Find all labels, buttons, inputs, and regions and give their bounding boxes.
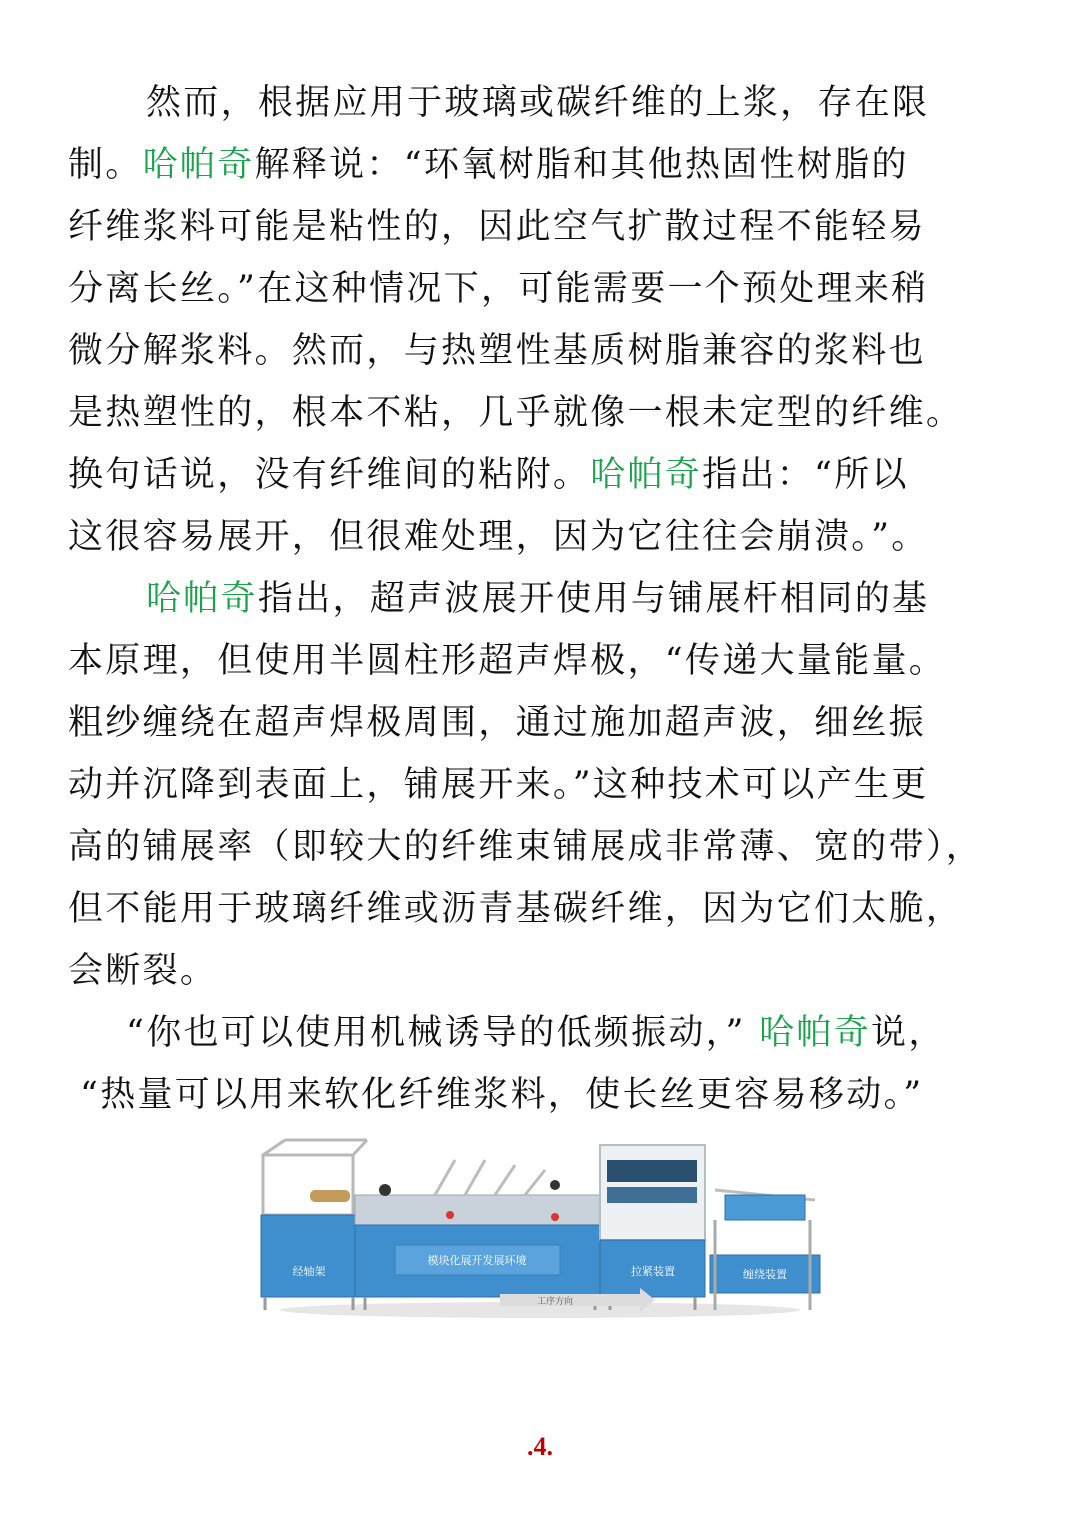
text-line [68,692,1018,754]
article-body [68,72,1018,1126]
text-segment: 但不能用于玻璃纤维或沥青基碳纤维，因为它们太脆， [68,889,964,929]
text-line [68,568,1018,630]
text-line [68,878,1018,940]
text-line [68,630,1018,692]
winding-unit [710,1190,820,1310]
text-segment: 高的铺展率（即较大的纤维束铺展成非常薄、宽的带）， [68,827,984,867]
equipment-figure [255,1135,825,1320]
text-line [68,1064,1018,1126]
tension-unit-label: 拉紧装置 [631,1265,675,1278]
text-line [68,196,1018,258]
text-segment: 指出：“所以 [702,455,909,495]
text-segment: 说， [871,1013,946,1053]
text-line [68,506,1018,568]
text-segment: 制。 [68,145,143,185]
text-segment: 纤维浆料可能是粘性的，因此空气扩散过程不能轻易 [68,207,926,247]
text-segment: 分离长丝。”在这种情况下，可能需要一个预处理来稍 [68,269,929,309]
spreading-module-label: 模块化展开发展环境 [427,1254,527,1267]
winding-unit-label: 缠绕装置 [743,1268,787,1281]
text-segment: 然而，根据应用于玻璃或碳纤维的上浆，存在限 [146,83,930,123]
text-line [68,258,1018,320]
text-segment: 解释说：“环氧树脂和其他热固性树脂的 [254,145,909,185]
text-line [68,940,1018,1002]
highlighted-name: 哈帕奇 [590,455,703,495]
text-segment: “你也可以使用机械诱导的低频振动，” [126,1013,760,1053]
highlighted-name: 哈帕奇 [759,1013,872,1053]
text-line [68,754,1018,816]
creel-frame [261,1140,367,1310]
tension-unit [600,1145,705,1310]
process-direction-label: 工序方向 [536,1297,574,1307]
text-segment: 粗纱缠绕在超声焊极周围，通过施加超声波，细丝振 [68,703,926,743]
text-line [68,816,1018,878]
text-segment: 这很容易展开，但很难处理，因为它往往会崩溃。”。 [68,517,929,557]
text-segment: “热量可以用来软化纤维浆料，使长丝更容易移动。” [80,1075,924,1115]
text-line [68,320,1018,382]
creel-label: 经轴架 [292,1265,326,1278]
text-line [68,134,1018,196]
text-segment: 本原理，但使用半圆柱形超声焊极，“传递大量能量。 [68,641,947,681]
text-segment: 会断裂。 [68,951,218,991]
text-line [68,72,1018,134]
spreading-module [355,1160,605,1310]
text-segment: 是热塑性的，根本不粘，几乎就像一根未定型的纤维。 [68,393,964,433]
text-segment: 换句话说，没有纤维间的粘附。 [68,455,591,495]
highlighted-name: 哈帕奇 [146,579,258,619]
text-segment: 指出，超声波展开使用与铺展杆相同的基 [257,579,930,619]
highlighted-name: 哈帕奇 [142,145,255,185]
text-segment: 微分解浆料。然而，与热塑性基质树脂兼容的浆料也 [68,331,926,371]
text-line [68,1002,1018,1064]
text-segment: 动并沉降到表面上，铺展开来。”这种技术可以产生更 [68,765,929,805]
page-number: .4. [527,1432,553,1461]
text-line [68,382,1018,444]
text-line [68,444,1018,506]
